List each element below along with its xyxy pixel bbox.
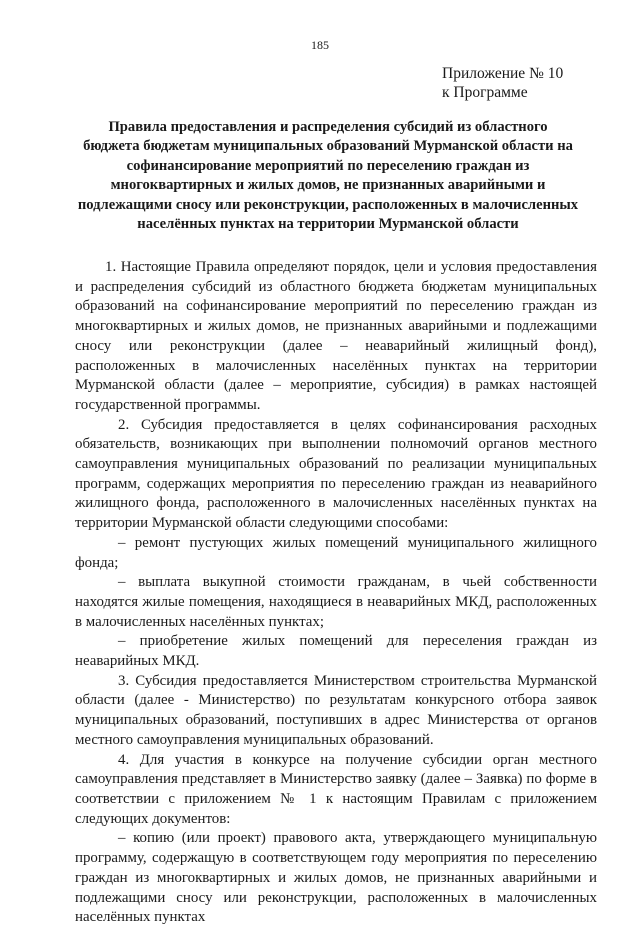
list-item-buyout: – выплата выкупной стоимости гражданам, в чьей собственности находятся жилые помещения, находящиеся в неаварийных МКД, расположенных в малочисленных населённых пунктах; bbox=[75, 574, 597, 630]
paragraph-3: 3. Субсидия предоставляется Министерством строительства Мурманской области (далее - Министерство) по результатам конкурсного отбора заявок муниципальных образований, поступивших в адрес Министерства от органов местного самоуправления муниципальных образований. bbox=[75, 672, 597, 748]
document-title bbox=[64, 118, 592, 234]
paragraph-cut-wrapper bbox=[75, 829, 597, 926]
list-item-repair: – ремонт пустующих жилых помещений муниципального жилищного фонда; bbox=[75, 534, 597, 571]
title-line: подлежащими сносу или реконструкции, расположенных в малочисленных bbox=[77, 196, 579, 213]
paragraph-2: 2. Субсидия предоставляется в целях софинансирования расходных обязательств, возникающих при выполнении полномочий органов местного самоуправления муниципальных образований по реализации муниципальных программ, содержащих мероприятия по переселению граждан из неаварийного жилищного фонда, расположенного в малочисленных населённых пунктах на территории Мурманской области следующими способами: bbox=[75, 416, 597, 532]
title-line: Правила предоставления и распределения субсидий из областного bbox=[108, 119, 548, 135]
appendix-label bbox=[442, 64, 563, 102]
paragraph-1: 1. Настоящие Правила определяют порядок, цели и условия предоставления и распределения субсидий из областного бюджета бюджетам муниципальных образований на софинансирование мероприятий по переселению граждан из многоквартирных и жилых домов, не признанных аварийными и подлежащими сносу или реконструкции (далее – неаварийный жилищный фонд), расположенных в малочисленных населённых пунктах на территории Мурманской области (далее – мероприятие, субсидия) в рамках настоящей государственной программы. bbox=[75, 259, 597, 413]
title-line: бюджета бюджетам муниципальных образований Мурманской области на bbox=[83, 138, 573, 155]
paragraph-4: 4. Для участия в конкурсе на получение субсидии орган местного самоуправления представляет в Министерство заявку (далее – Заявка) по форме в соответствии с приложением № 1 к настоящим Правилам с приложением следующих документов: bbox=[75, 751, 597, 827]
document-body bbox=[75, 258, 597, 926]
title-line: софинансирование мероприятий по переселению граждан из bbox=[126, 157, 530, 174]
title-line: многоквартирных и жилых домов, не признанных аварийными и bbox=[110, 177, 546, 194]
page-number: 185 bbox=[311, 38, 329, 52]
list-item-program-copy: – копию (или проект) правового акта, утверждающего муниципальную программу, содержащую в соответствующем году мероприятия по переселению граждан из многоквартирных и жилых домов, не признанных аварийными и подлежащими сносу или реконструкции, расположенных в малочисленных населённых пунктах bbox=[75, 830, 597, 926]
appendix-program: к Программе bbox=[442, 84, 528, 101]
list-item-purchase: – приобретение жилых помещений для переселения граждан из неаварийных МКД. bbox=[75, 633, 597, 670]
title-line: населённых пунктах на территории Мурманской области bbox=[137, 216, 519, 233]
appendix-number: Приложение № 10 bbox=[442, 65, 564, 82]
